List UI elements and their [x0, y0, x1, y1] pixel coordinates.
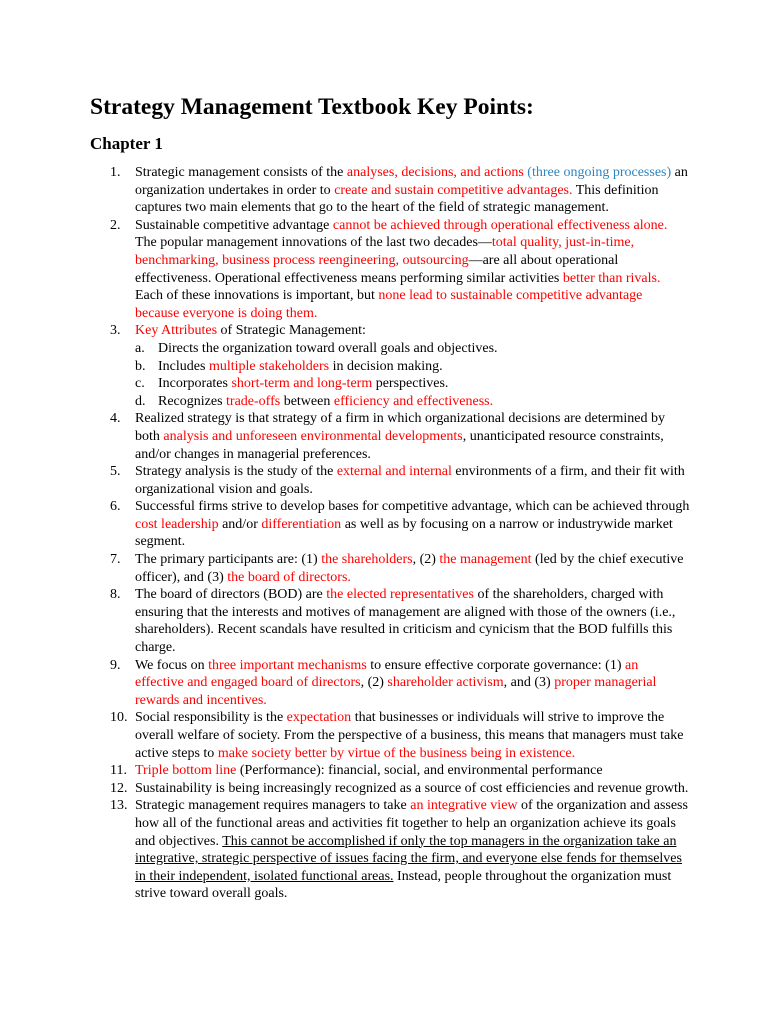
text-run: Each of these innovations is important, but — [135, 288, 379, 304]
list-item — [90, 410, 690, 463]
text-run: , and (3) — [503, 675, 555, 691]
text-run: , (2) — [412, 552, 440, 568]
list-number: 2. — [110, 217, 121, 233]
text-run: of Strategic Management: — [217, 323, 366, 339]
sub-list-text — [158, 394, 493, 409]
text-run: as well as by focusing on a narrow or industrywide market segment. — [135, 516, 673, 550]
underlined-text: This cannot be accomplished if only the top managers in the organization take an integrative, strategic perspective of issues facing the firm, and everyone else fends for themselves in their independent, isolated functional areas. — [135, 833, 682, 884]
highlighted-text: an effective and engaged board of directors — [135, 657, 639, 691]
sub-list-letter: b. — [135, 358, 146, 374]
list-item-text — [135, 763, 603, 778]
sub-list-item — [135, 393, 690, 411]
highlighted-text: external and internal — [336, 464, 452, 480]
list-item-text — [135, 552, 684, 585]
list-item-text — [135, 165, 688, 215]
text-run: between — [280, 393, 334, 409]
sub-list-text — [158, 359, 443, 374]
text-run: environments of a firm, and their fit with organizational vision and goals. — [135, 464, 685, 497]
highlighted-text: better than rivals. — [562, 270, 661, 286]
sub-list-text — [158, 376, 448, 391]
sub-list-item — [135, 375, 690, 393]
text-run: perspectives. — [372, 376, 449, 392]
sub-list-text — [158, 341, 498, 356]
list-item — [90, 709, 690, 762]
text-run: of the shareholders, charged with ensuring that the interests and motives of management are aligned with those of the owners (i.e., shareholders). Recent scandals have resulted in criticism and cynicism that the BOD fulfills this charge. — [135, 587, 676, 656]
highlighted-text: the elected representatives — [326, 587, 474, 603]
list-item-text — [135, 323, 366, 338]
list-item — [90, 322, 690, 410]
highlighted-text: efficiency and effectiveness. — [333, 393, 494, 409]
highlighted-text: the shareholders — [321, 552, 413, 568]
highlighted-text: multiple stakeholders — [208, 358, 330, 374]
sub-list — [135, 340, 690, 410]
list-item-text — [135, 499, 689, 549]
text-run: This definition captures two main elements that go to the heart of the field of strategic management. — [135, 182, 659, 216]
text-run: and/or — [218, 516, 262, 532]
highlighted-text: shareholder activism — [387, 675, 504, 691]
text-run: We focus on — [135, 657, 209, 673]
highlighted-text: analyses, decisions, and actions — [346, 165, 524, 180]
highlighted-text: three important mechanisms — [208, 657, 367, 673]
list-item — [90, 762, 690, 780]
highlighted-text: cost leadership — [135, 516, 219, 532]
highlighted-text: cannot be achieved through operational effectiveness alone. — [332, 217, 668, 233]
text-run: of the organization and assess how all of the functional areas and activities fit together to help an organization achieve its goals and objectives. — [135, 798, 688, 849]
text-run: Directs the organization toward overall goals and objectives. — [158, 340, 498, 356]
sub-list-letter: c. — [135, 376, 145, 392]
list-item — [90, 797, 690, 903]
highlighted-text: expectation — [286, 710, 352, 726]
text-run: Strategy analysis is the study of the — [135, 464, 337, 480]
text-run: Instead, people throughout the organization must strive toward overall goals. — [135, 868, 672, 902]
highlighted-text: Key Attributes — [135, 323, 218, 339]
list-item — [90, 164, 690, 217]
text-run: (led by the chief executive officer), and (3) — [135, 552, 684, 585]
blue-note-text: (three ongoing processes) — [527, 165, 672, 180]
list-item-text — [135, 658, 656, 708]
sub-list-letter: a. — [135, 340, 145, 356]
list-number: 13. — [110, 798, 128, 814]
list-item — [90, 586, 690, 656]
highlighted-text: proper managerial rewards and incentives. — [135, 675, 657, 708]
list-item — [90, 551, 690, 586]
text-run: The popular management innovations of the last two decades— — [135, 235, 492, 251]
text-run: Recognizes — [158, 393, 227, 409]
text-run: Includes — [158, 358, 209, 374]
list-item-text — [135, 587, 675, 655]
text-run: Social responsibility is the — [135, 710, 287, 726]
text-run: (Performance): financial, social, and environmental performance — [236, 763, 603, 779]
text-run: Sustainability is being increasingly recognized as a source of cost efficiencies and revenue growth. — [135, 780, 689, 796]
list-number: 9. — [110, 657, 121, 673]
list-number: 3. — [110, 323, 121, 339]
highlighted-text: differentiation — [261, 516, 342, 532]
list-item — [90, 657, 690, 710]
highlighted-text: make society better by virtue of the business being in existence. — [217, 745, 576, 761]
list-number: 12. — [110, 780, 128, 796]
list-item-text — [135, 798, 688, 901]
list-number: 4. — [110, 411, 121, 427]
text-run: Realized strategy is that strategy of a firm in which organizational decisions are determined by both — [135, 411, 666, 444]
list-number: 8. — [110, 587, 121, 603]
list-item-text — [135, 411, 665, 461]
list-item-text — [135, 710, 683, 760]
text-run: , unanticipated resource constraints, and/or changes in managerial preferences. — [135, 428, 664, 462]
highlighted-text: total quality, just-in-time, benchmarking, business process reengineering, outsourcing — [135, 235, 635, 268]
highlighted-text: the management — [439, 552, 532, 568]
text-run: Successful firms strive to develop bases for competitive advantage, which can be achieved through — [135, 499, 690, 515]
text-run: , (2) — [360, 675, 388, 691]
list-number: 6. — [110, 499, 121, 515]
text-run: Sustainable competitive advantage — [135, 217, 333, 233]
text-run: The board of directors (BOD) are — [135, 587, 327, 603]
list-number: 5. — [110, 464, 121, 480]
highlighted-text: Triple bottom line — [135, 763, 237, 779]
text-run: —are all about operational effectiveness. Operational effectiveness means performing similar activities — [135, 252, 619, 286]
text-run: in decision making. — [329, 358, 443, 374]
list-item-text — [135, 781, 688, 796]
text-run: that businesses or individuals will strive to improve the overall welfare of society. From the perspective of a business, this means that managers must take active steps to — [135, 710, 684, 761]
chapter-heading: Chapter 1 — [90, 134, 163, 153]
list-number: 11. — [110, 763, 127, 779]
list-number: 10. — [110, 710, 128, 726]
sub-list-item — [135, 340, 690, 358]
document-title: Strategy Management Textbook Key Points: — [90, 94, 534, 120]
list-item — [90, 463, 690, 498]
text-run: Incorporates — [158, 376, 232, 392]
text-run: Strategic management requires managers to take — [135, 798, 411, 814]
highlighted-text: short-term and long-term — [231, 376, 373, 392]
text-run: The primary participants are: (1) — [135, 552, 322, 568]
text-run: an organization undertakes in order to — [135, 165, 688, 198]
highlighted-text: none lead to sustainable competitive advantage because everyone is doing them. — [135, 288, 643, 321]
list-number: 1. — [110, 165, 121, 180]
list-item — [90, 780, 690, 798]
text-run: to ensure effective corporate governance: (1) — [366, 657, 625, 673]
highlighted-text: analysis and unforeseen environmental developments — [163, 428, 463, 444]
sub-list-item — [135, 358, 690, 376]
highlighted-text: trade-offs — [226, 393, 281, 409]
list-number: 7. — [110, 552, 121, 568]
list-item-text — [135, 464, 685, 497]
highlighted-text: an integrative view — [410, 798, 518, 814]
sub-list-letter: d. — [135, 393, 146, 409]
text-run: Strategic management consists of the — [135, 165, 347, 180]
highlighted-text: create and sustain competitive advantages. — [334, 182, 573, 198]
list-item — [90, 498, 690, 551]
list-item — [90, 217, 690, 323]
list-item-text — [135, 218, 667, 321]
key-points-list — [90, 164, 690, 903]
highlighted-text: the board of directors. — [227, 569, 351, 585]
